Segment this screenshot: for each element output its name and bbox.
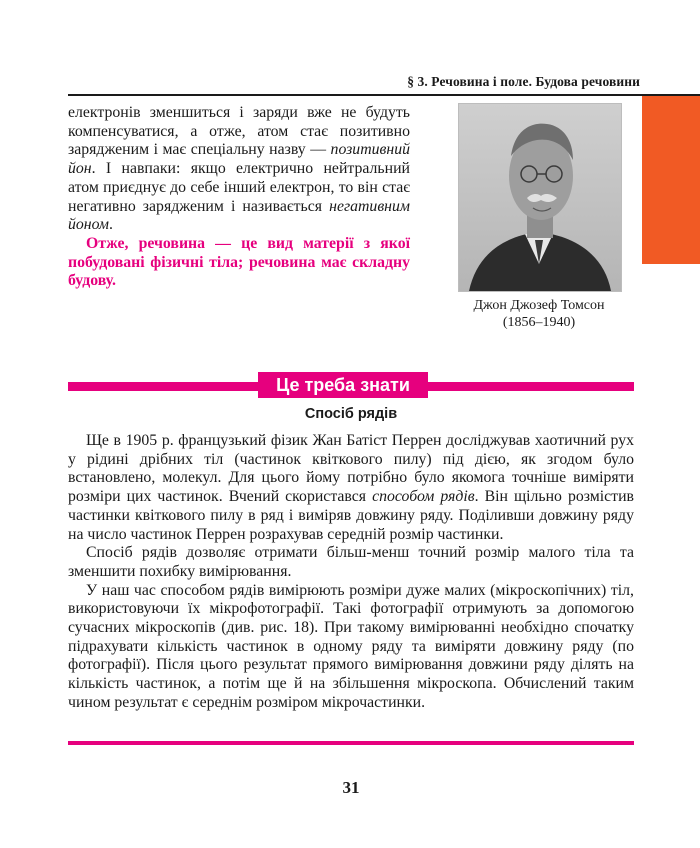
box-title: Це треба знати xyxy=(258,372,428,398)
modern-use-paragraph: У наш час способом рядів вимірюють розміри дуже малих (мікроскопічних) тіл, використовуючи їх мікрофотографії. Такі фотографії отримують за допомогою сучасних мікроскопів (див. рис. 18). При такому вимірюванні необхідно спочатку підрахувати кількість частинок в одному ряду та виміряти довжину ряду (по фотографії). Після цього результат прямого вимірювання довжини ряду ділять на кількість частинок, а потім ще й на збільшення мікроскопа. Обчислений таким чином результат є середнім розміром мікрочастинки. xyxy=(68,581,634,711)
chapter-tab xyxy=(642,96,700,264)
perrin-paragraph: Ще в 1905 р. французький фізик Жан Батіст Перрен досліджував хаотичний рух у рідині дрібних тіл (частинок квіткового пилу) під дією, як згодом було встановлено, молекул. Для цього йому потрібно було якомога точніше виміряти розміри цих частинок. Вчений скористався способом рядів. Він щільно розмістив частинки квіткового пилу в ряд і виміряв довжину ряду. Поділивши довжину ряду на число частинок Перрен розрахував середній розмір частинки. xyxy=(68,432,634,543)
ion-paragraph: електронів зменшиться і заряди вже не будуть компенсуватися, а отже, атом стає позитивно зарядженим і має спеціальну назву — позитивний йон. І навпаки: якщо електрично нейтральний атом приєднує до себе інший електрон, то він стає негативно зарядженим і називається негативним йоном. xyxy=(68,104,410,234)
portrait-name: Джон Джозеф Томсон xyxy=(473,298,605,313)
banner-bar-left xyxy=(68,382,258,391)
portrait-years: (1856–1940) xyxy=(502,315,576,330)
term-row-method: способом рядів xyxy=(372,488,475,506)
term-negative-ion: негативним йоном xyxy=(68,197,410,234)
header-rule xyxy=(68,94,700,96)
intro-text-column xyxy=(68,104,410,291)
page-number: 31 xyxy=(342,778,360,797)
box-bottom-rule xyxy=(68,741,634,745)
box-subtitle: Спосіб рядів xyxy=(304,406,398,422)
box-text-column xyxy=(68,432,634,713)
running-header: § 3. Речовина і поле. Будова речовини xyxy=(407,74,640,89)
method-paragraph: Спосіб рядів дозволяє отримати більш-менш точний розмір малого тіла та зменшити похибку вимірювання. xyxy=(68,544,634,580)
portrait-thomson xyxy=(458,103,622,292)
term-positive-ion: позитивний йон xyxy=(68,141,410,178)
conclusion-paragraph: Отже, речовина — це вид матерії з якої побудовані фізичні тіла; речовина має складну будову. xyxy=(68,234,410,290)
portrait-caption xyxy=(430,297,648,331)
portrait-illustration xyxy=(459,104,621,291)
banner-bar-right xyxy=(428,382,634,391)
